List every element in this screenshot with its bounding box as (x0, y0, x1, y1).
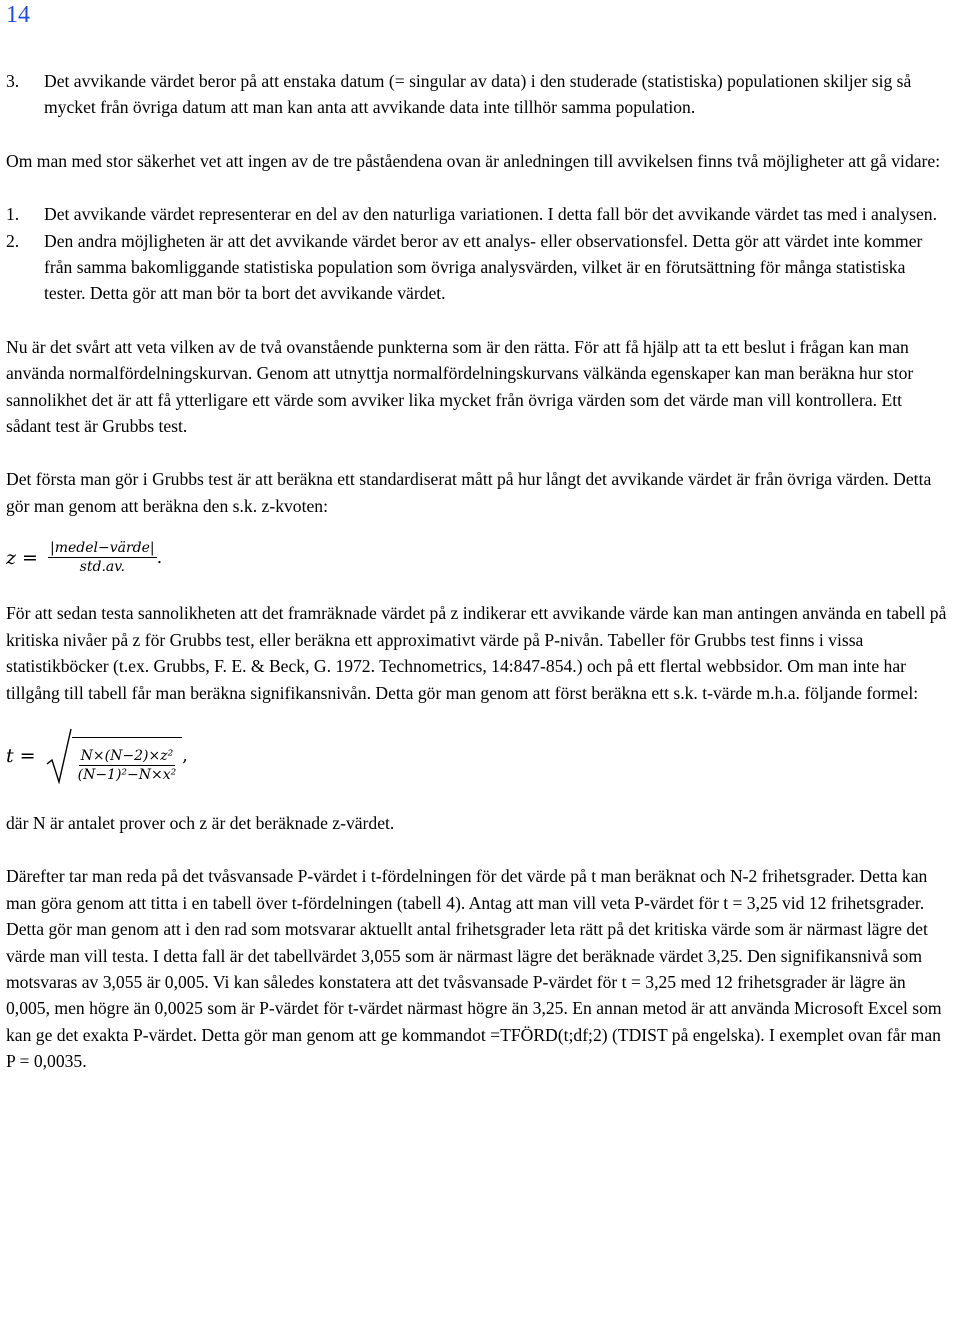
option-item-2 (6, 228, 951, 307)
square-root (46, 728, 183, 784)
radical-sign-icon (46, 728, 72, 784)
z-formula (6, 539, 951, 576)
z-fraction (48, 539, 157, 576)
list-text: Det avvikande värdet beror på att enstaka datum (= singular av data) i den studerade (statistiska) populationen skiljer sig så mycket från övriga datum att man kan anta att avvikande data inte tillhör samma population. (44, 71, 912, 118)
t-numerator: N×(N−2)×z² (80, 747, 174, 764)
z-formula-trail: . (156, 547, 163, 568)
t-formula (6, 728, 951, 784)
grubbs-paragraph: Det första man gör i Grubbs test är att beräkna ett standardiserat mått på hur långt det avvikande värdet är från övriga värden. Detta gör man genom att beräkna den s.k. z-kvoten: (6, 469, 932, 516)
list-number: 2. (6, 230, 20, 251)
z-numerator: |medel−värde| (49, 540, 155, 557)
test-paragraph: För att sedan testa sannolikheten att det framräknade värdet på z indikerar ett avvikande värde kan man antingen använda en tabell på kritiska nivåer på z för Grubbs test, eller beräkna ett approximativt värde på P-nivån. Tabeller för Grubbs test finns i vissa statistikböcker (t.ex. Grubbs, F. E. & Beck, G. 1972. Technometrics, 14:847-854.) och på ett flertal webbsidor. Om man inte har tillgång till tabell får man beräkna signifikansnivån. Detta gör man genom att först beräkna ett s.k. t-värde m.h.a. följande formel: (6, 603, 947, 703)
radicand (72, 737, 183, 784)
z-denominator: std.av. (79, 559, 125, 576)
list-number: 3. (6, 71, 20, 91)
where-paragraph: där N är antalet prover och z är det beräknade z-värdet. (6, 812, 395, 833)
list-number: 1. (6, 204, 20, 225)
list-text: Det avvikande värdet representerar en del av den naturliga variationen. I detta fall bör det avvikande värdet tas med i analysen. (44, 204, 937, 225)
intro-paragraph: Om man med stor säkerhet vet att ingen av de tre påståendena ovan är anledningen till avvikelsen finns två möjligheter att gå vidare: (6, 150, 941, 171)
t-formula-lhs: t = (6, 744, 36, 767)
normal-distribution-paragraph: Nu är det svårt att veta vilken av de två ovanstående punkterna som är den rätta. För att få hjälp att ta ett beslut i frågan kan man använda normalfördelningskurvan. Genom att utnyttja normalfördelningskurvans välkända egenskaper kan man beräkna hur stor sannolikhet det är att få ytterligare ett värde som avviker lika mycket från övriga värden som det värde man vill kontrollera. Ett sådant test är Grubbs test. (6, 336, 914, 437)
t-denominator: (N−1)²−N×x² (77, 766, 177, 783)
list-text: Den andra möjligheten är att det avvikande värdet beror av ett analys- eller observationsfel. Detta gör att värdet inte kommer från samma bakomliggande statistiska population som övriga analysvärden, vilket är en förutsättning för många statistiska tester. Detta gör att man bör ta bort det avvikande värdet. (44, 230, 923, 304)
option-item-1 (6, 201, 951, 227)
document-body (6, 68, 951, 1075)
final-paragraph: Därefter tar man reda på det tvåsvansade P-värdet i t-fördelningen för det värde på t man beräknat och N-2 frihetsgrader. Detta kan man göra genom att titta i en tabell över t-fördelningen (tabell 4). Antag att man vill veta P-värdet för t = 3,25 vid 12 frihetsgrader. Detta gör man genom att i den rad som motsvarar aktuellt antal frihetsgrader leta rätt på det kritiska värde som är närmast lägre det värde man vill testa. I detta fall är det tabellvärdet 3,055 som är närmast lägre det beräknade värdet 3,25. Den signifikansnivå som motsvaras av 3,055 är 0,005. Vi kan således konstatera att det tvåsvansade P-värdet för t = 3,25 med 12 frihetsgrader är lägre än 0,005, men högre än 0,0025 som är P-värdet för t-värdet närmast högre än 3,25. En annan metod är att använda Microsoft Excel som kan ge det exakta P-värdet. Detta gör man genom att ge kommandot =TFÖRD(t;df;2) (TDIST på engelska). I exemplet ovan får man P = 0,0035. (6, 866, 942, 1072)
list-item-3 (6, 68, 951, 121)
t-fraction (76, 747, 179, 784)
t-formula-trail: , (182, 745, 188, 766)
page-number: 14 (6, 2, 30, 28)
z-formula-lhs: z = (6, 546, 38, 569)
